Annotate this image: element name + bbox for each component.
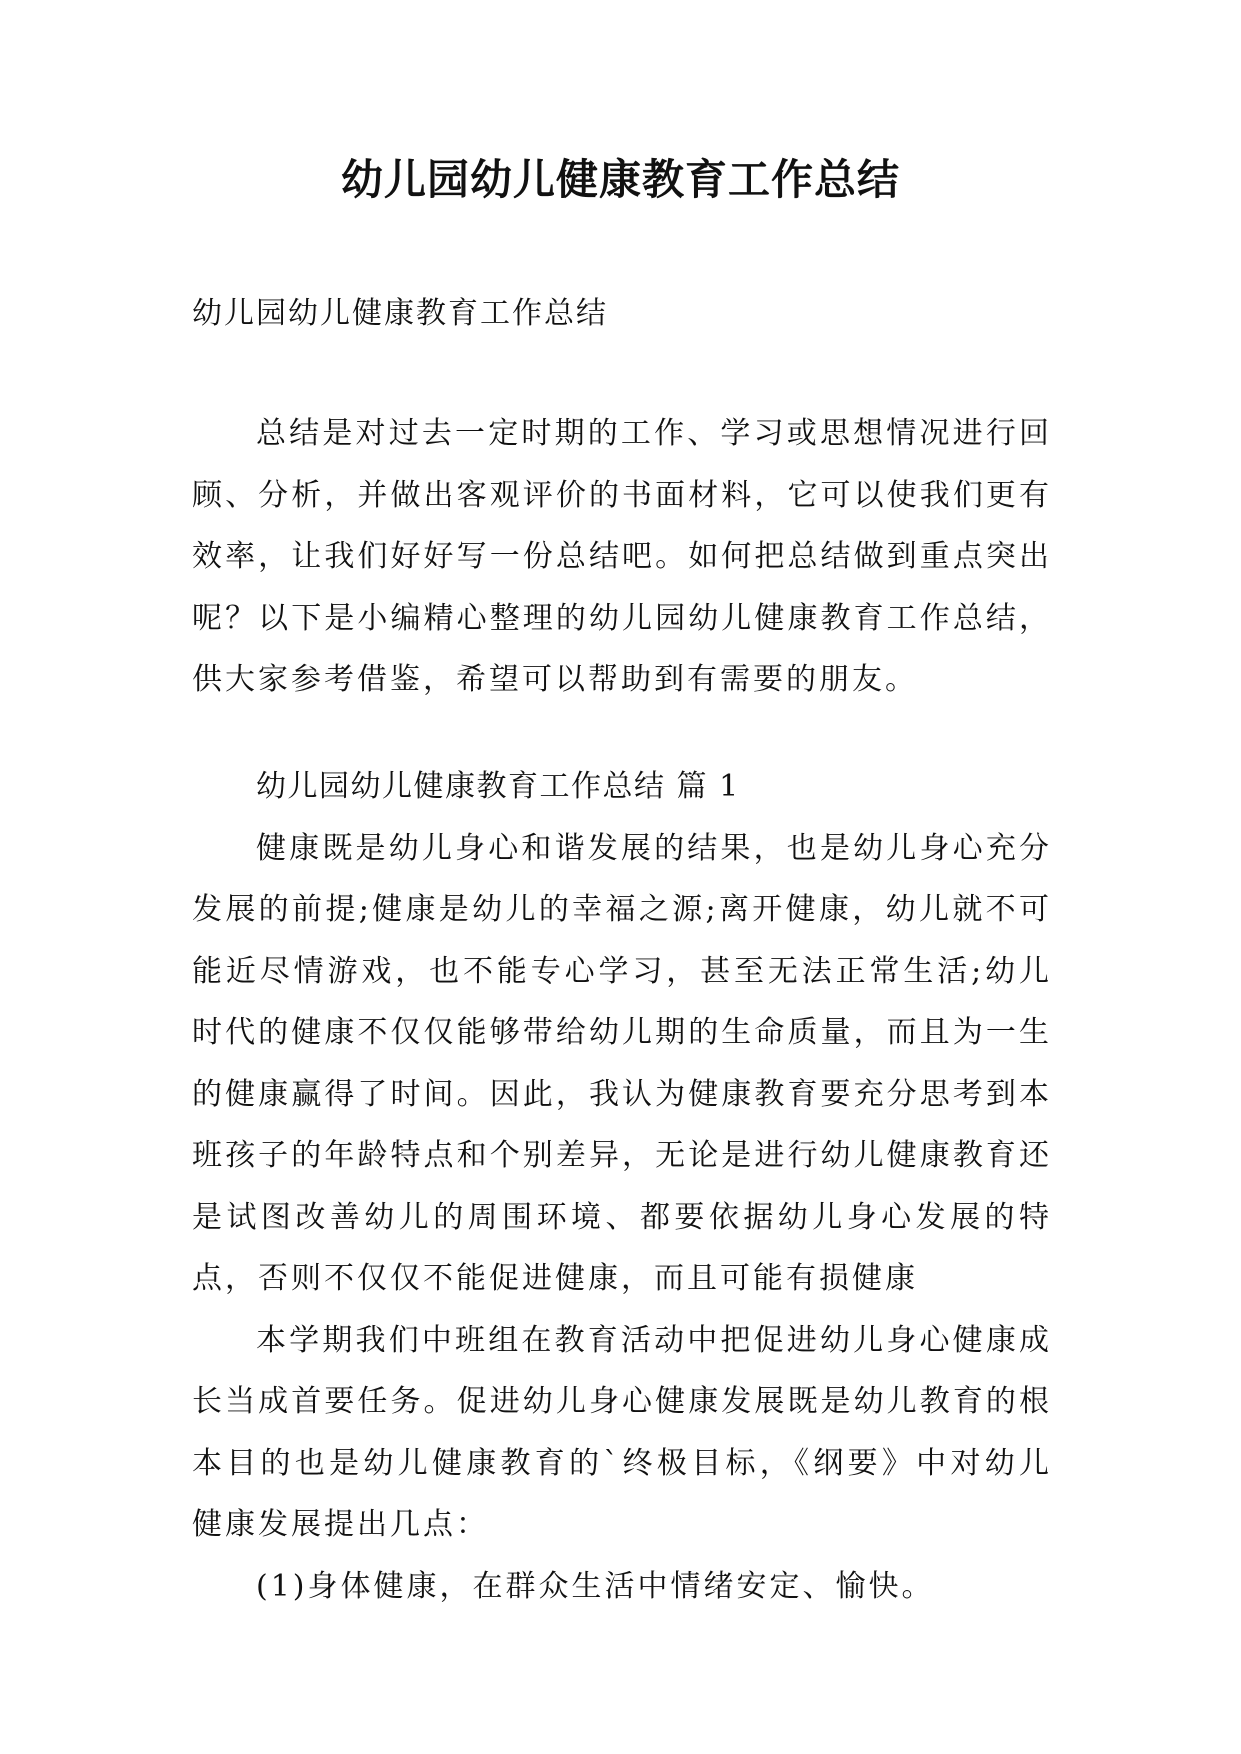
body-paragraph: 本学期我们中班组在教育活动中把促进幼儿身心健康成长当成首要任务。促进幼儿身心健康发展既是幼儿教育的根本目的也是幼儿健康教育的`终极目标，《纲要》中对幼儿健康发展提出几点： — [192, 1322, 1052, 1542]
body-paragraph: 健康既是幼儿身心和谐发展的结果，也是幼儿身心充分发展的前提;健康是幼儿的幸福之源;离开健康，幼儿就不可能近尽情游戏，也不能专心学习，甚至无法正常生活;幼儿时代的健康不仅仅能够带给幼儿期的生命质量，而且为一生的健康赢得了时间。因此，我认为健康教育要充分思考到本班孩子的年龄特点和个别差异，无论是进行幼儿健康教育还是试图改善幼儿的周围环境、都要依据幼儿身心发展的特点，否则不仅仅不能促进健康，而且可能有损健康 — [192, 830, 1052, 1296]
document-title: 幼儿园幼儿健康教育工作总结 — [340, 155, 900, 204]
section-heading: 幼儿园幼儿健康教育工作总结 篇 1 — [256, 769, 740, 804]
document-subtitle: 幼儿园幼儿健康教育工作总结 — [192, 296, 608, 331]
intro-paragraph: 总结是对过去一定时期的工作、学习或思想情况进行回顾、分析，并做出客观评价的书面材料，它可以使我们更有效率，让我们好好写一份总结吧。如何把总结做到重点突出呢？以下是小编精心整理的幼儿园幼儿健康教育工作总结，供大家参考借鉴，希望可以帮助到有需要的朋友。 — [192, 416, 1052, 697]
list-item: (1)身体健康，在群众生活中情绪安定、愉快。 — [256, 1568, 935, 1604]
section-1 — [192, 756, 1052, 1617]
